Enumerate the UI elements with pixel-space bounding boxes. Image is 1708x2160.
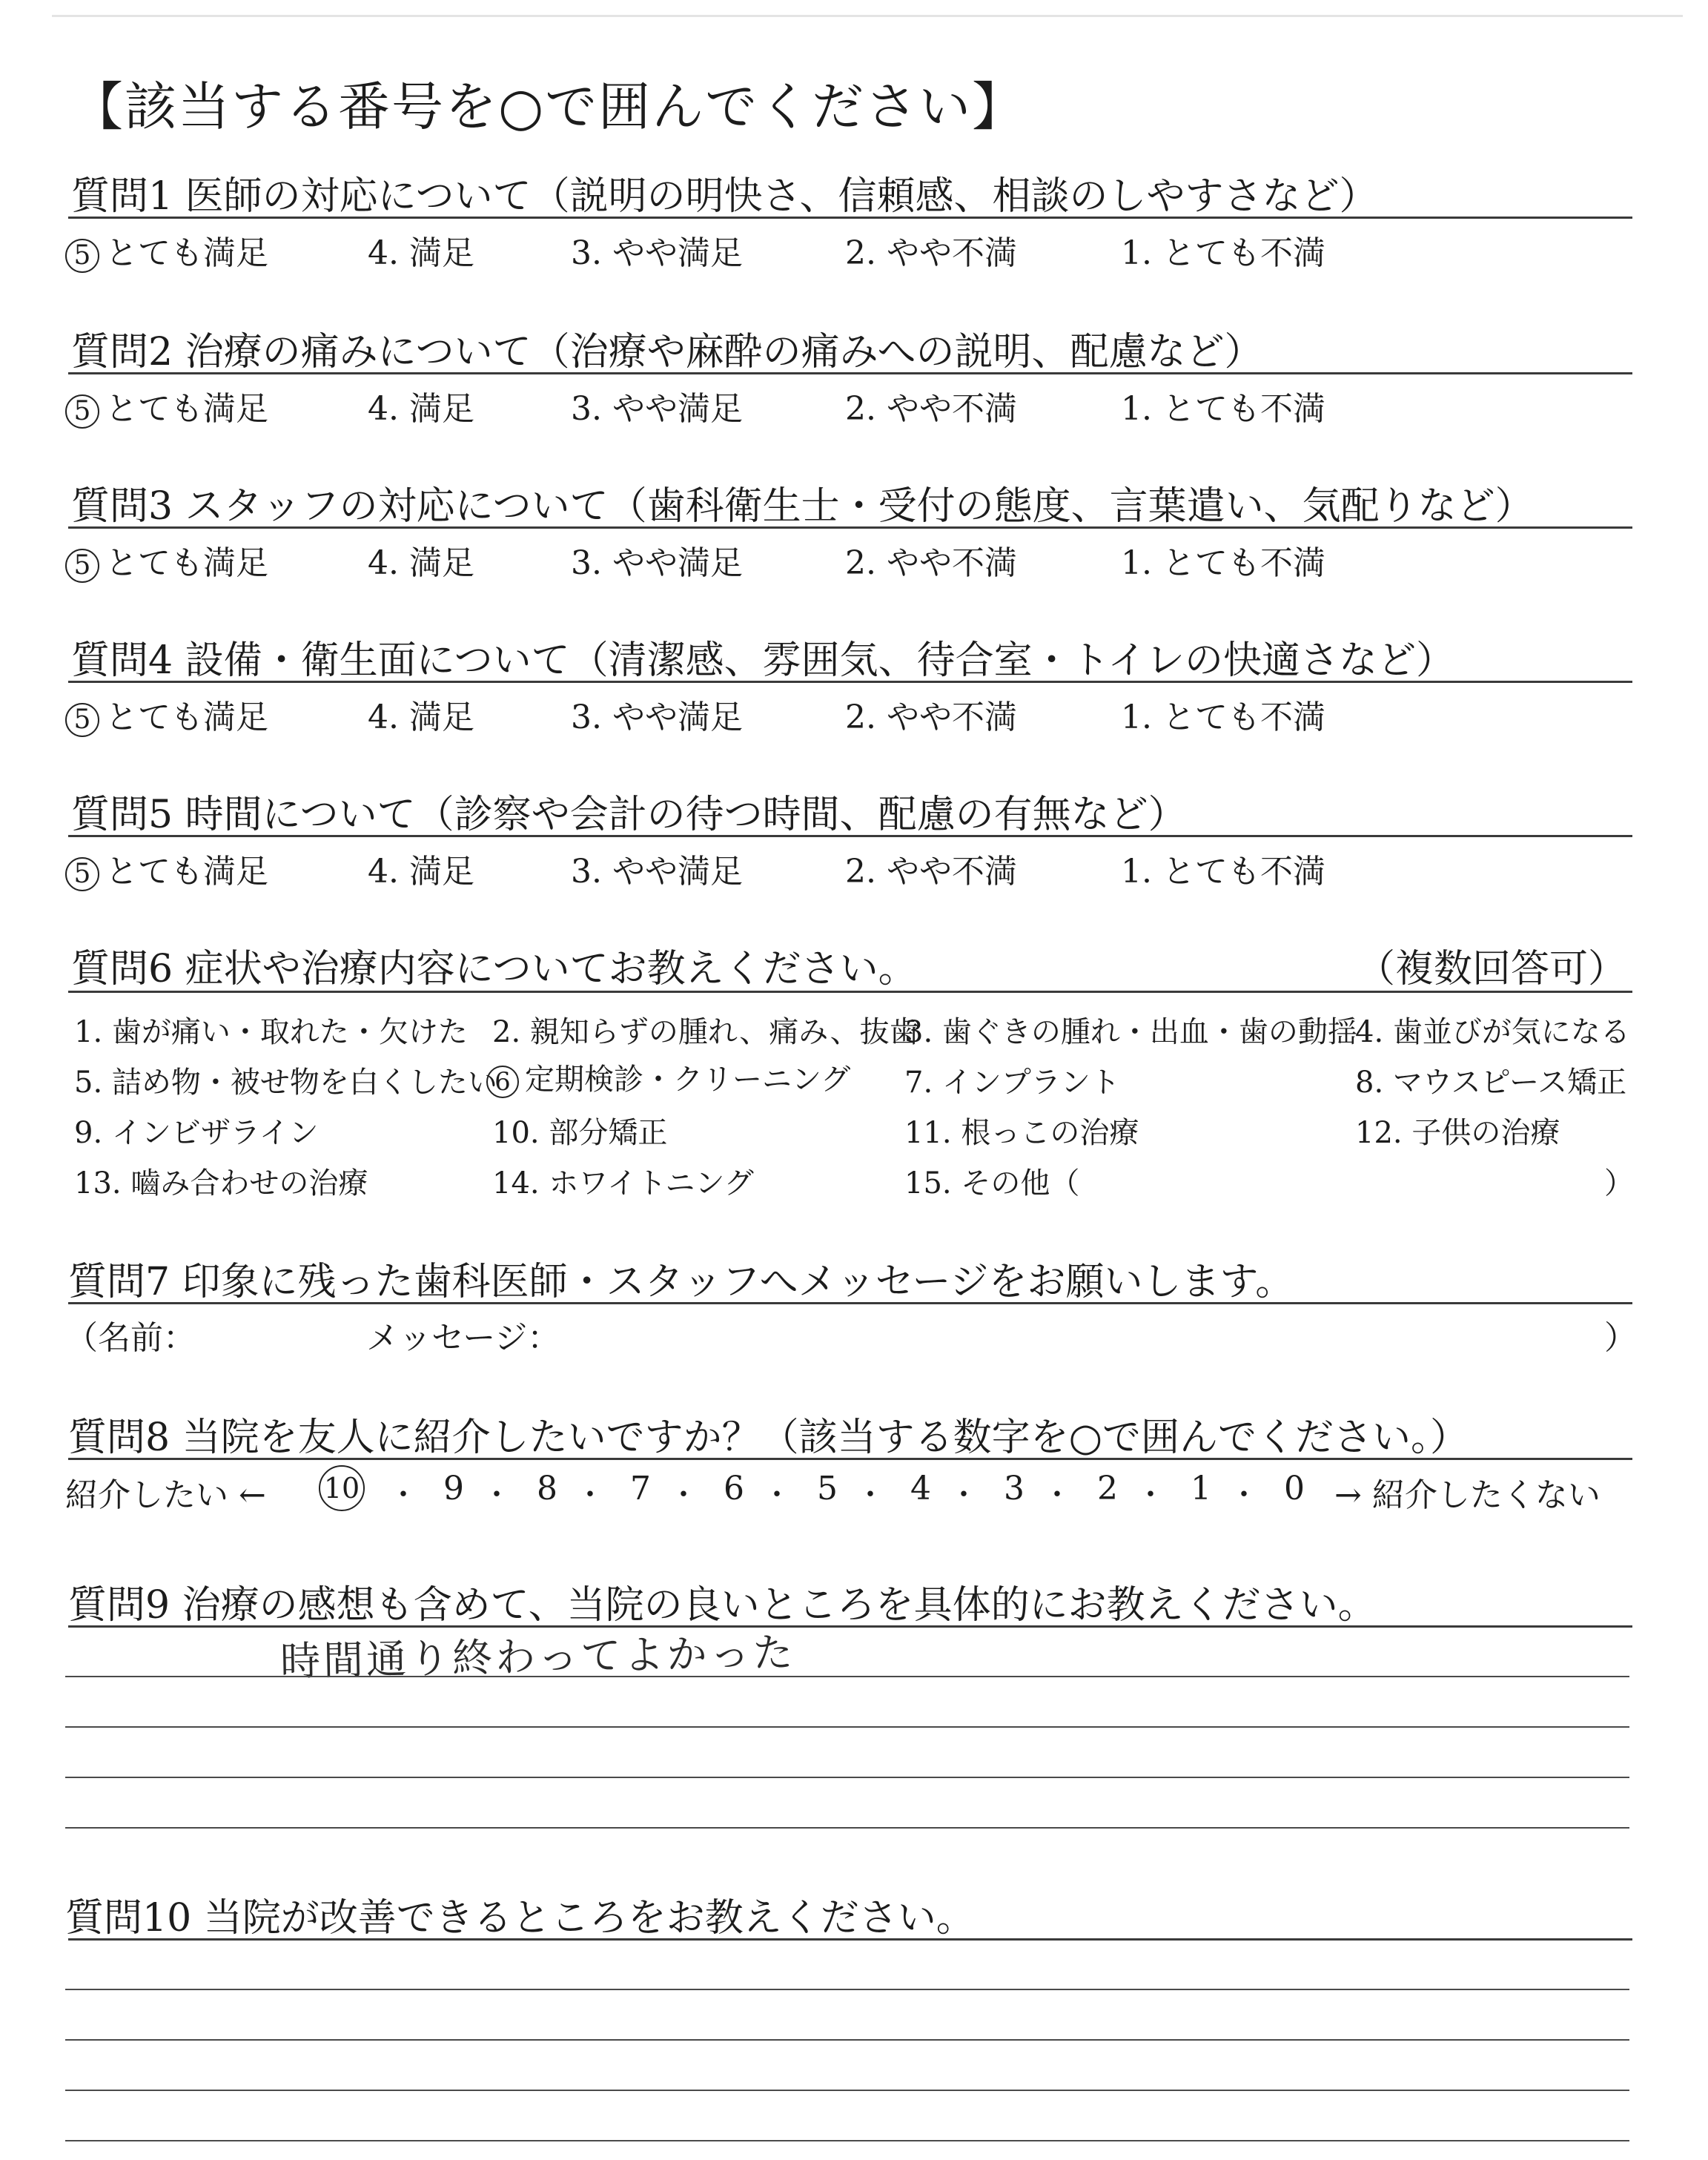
question-3-option-1[interactable]: 1. とても不満 (1121, 544, 1325, 582)
question-1-option-5[interactable]: 5 とても満足 (65, 226, 268, 274)
question-4-option-3[interactable]: 3. やや満足 (571, 698, 743, 736)
answer-line (65, 1989, 1629, 1990)
answer-line (65, 2039, 1629, 2041)
q8-right-label: → 紹介したくない (1334, 1476, 1601, 1514)
question-4-title: 質問4 設備・衛生面について（清潔感、雰囲気、待合室・トイレの快適さなど） (71, 638, 1454, 683)
question-3-option-4[interactable]: 4. 満足 (368, 544, 474, 582)
scale-separator: ・ (1136, 1478, 1165, 1512)
question-10-rule (68, 1938, 1632, 1941)
selected-circle: 6 (486, 1066, 519, 1098)
selected-circle: 5 (65, 549, 99, 583)
question-1-title: 質問1 医師の対応について（説明の明快さ、信頼感、相談のしやすさなど） (71, 174, 1378, 219)
question-4-option-5[interactable]: 5 とても満足 (65, 690, 268, 738)
question-2-option-1[interactable]: 1. とても不満 (1121, 390, 1325, 428)
q6-item-11[interactable]: 11. 根っこの治療 (904, 1116, 1139, 1150)
scale-value-1[interactable]: 1 (1191, 1470, 1211, 1507)
question-5-rule (68, 835, 1632, 837)
question-5-option-2[interactable]: 2. やや不満 (845, 853, 1017, 891)
scale-value-6[interactable]: 6 (724, 1470, 744, 1507)
question-2-option-3[interactable]: 3. やや満足 (571, 390, 743, 428)
question-1-option-3[interactable]: 3. やや満足 (571, 234, 743, 272)
question-5-option-3[interactable]: 3. やや満足 (571, 853, 743, 891)
question-2-title: 質問2 治療の痛みについて（治療や麻酔の痛みへの説明、配慮など） (71, 330, 1263, 374)
q6-item-7[interactable]: 7. インプラント (904, 1066, 1120, 1100)
question-10-title: 質問10 当院が改善できるところをお教えください。 (65, 1896, 975, 1941)
q6-item-4[interactable]: 4. 歯並びが気になる (1355, 1015, 1630, 1049)
q6-item-5[interactable]: 5. 詰め物・被せ物を白くしたい (74, 1066, 497, 1100)
scale-value-3[interactable]: 3 (1004, 1470, 1025, 1507)
q6-item-10[interactable]: 10. 部分矯正 (492, 1116, 668, 1150)
q7-close-paren: ） (1604, 1319, 1637, 1357)
question-9-title: 質問9 治療の感想も含めて、当院の良いところを具体的にお教えください。 (68, 1583, 1377, 1628)
question-2-option-5[interactable]: 5 とても満足 (65, 382, 268, 429)
question-5-title: 質問5 時間について（診察や会計の待つ時間、配慮の有無など） (71, 793, 1187, 837)
q6-item-12[interactable]: 12. 子供の治療 (1355, 1116, 1560, 1150)
q6-item-15-close-paren: ） (1604, 1166, 1634, 1200)
q8-left-label: 紹介したい ← (65, 1476, 266, 1514)
question-5-option-5[interactable]: 5 とても満足 (65, 845, 268, 892)
scale-separator: ・ (388, 1478, 418, 1512)
question-1-option-4[interactable]: 4. 満足 (368, 234, 474, 272)
scale-value-2[interactable]: 2 (1097, 1470, 1118, 1507)
question-8-rule (68, 1458, 1632, 1460)
selected-circle: 5 (65, 239, 99, 273)
q6-item-14[interactable]: 14. ホワイトニング (492, 1166, 754, 1200)
q6-item-9[interactable]: 9. インビザライン (74, 1116, 319, 1150)
question-6-rule (68, 991, 1632, 993)
question-2-option-4[interactable]: 4. 満足 (368, 390, 474, 428)
q6-item-2[interactable]: 2. 親知らずの腫れ、痛み、抜歯 (492, 1015, 919, 1049)
selected-circle: 5 (65, 703, 99, 737)
scale-separator: ・ (482, 1478, 512, 1512)
answer-line (65, 1827, 1629, 1829)
scale-value-5[interactable]: 5 (817, 1470, 838, 1507)
question-6-note: （複数回答可） (1357, 947, 1627, 991)
question-1-rule (68, 217, 1632, 219)
q6-item-8[interactable]: 8. マウスピース矯正 (1355, 1066, 1627, 1100)
form-title: 【該当する番号を○で囲んでください】 (71, 76, 1026, 137)
scale-separator: ・ (669, 1478, 698, 1512)
question-3-option-5[interactable]: 5 とても満足 (65, 536, 268, 584)
answer-line (65, 1676, 1629, 1677)
answer-line (65, 2090, 1629, 2091)
selected-circle: 5 (65, 394, 99, 429)
question-4-rule (68, 681, 1632, 683)
question-6-title: 質問6 症状や治療内容についてお教えください。 (71, 947, 917, 991)
question-1-option-2[interactable]: 2. やや不満 (845, 234, 1017, 272)
question-2-option-2[interactable]: 2. やや不満 (845, 390, 1017, 428)
q7-message-label: メッセージ： (366, 1319, 560, 1357)
question-4-option-4[interactable]: 4. 満足 (368, 698, 474, 736)
scale-separator: ・ (1229, 1478, 1259, 1512)
page-top-edge (52, 15, 1683, 17)
scale-value-8[interactable]: 8 (537, 1470, 557, 1507)
question-4-option-1[interactable]: 1. とても不満 (1121, 698, 1325, 736)
q6-item-6[interactable]: 6 定期検診・クリーニング (486, 1056, 850, 1098)
scale-value-10[interactable]: 10 (319, 1465, 365, 1511)
scale-value-9[interactable]: 9 (443, 1470, 464, 1507)
q6-item-1[interactable]: 1. 歯が痛い・取れた・欠けた (74, 1015, 468, 1049)
question-3-title: 質問3 スタッフの対応について（歯科衛生士・受付の態度、言葉遣い、気配りなど） (71, 484, 1534, 529)
question-3-option-3[interactable]: 3. やや満足 (571, 544, 743, 582)
answer-line (65, 1726, 1629, 1728)
question-7-rule (68, 1302, 1632, 1304)
question-9-rule (68, 1625, 1632, 1628)
q6-item-15[interactable]: 15. その他（ (904, 1166, 1080, 1200)
q6-item-3[interactable]: 3. 歯ぐきの腫れ・出血・歯の動揺 (904, 1015, 1357, 1049)
scale-value-7[interactable]: 7 (630, 1470, 651, 1507)
answer-line (65, 1777, 1629, 1778)
question-5-option-4[interactable]: 4. 満足 (368, 853, 474, 891)
answer-line (65, 2140, 1629, 2141)
scale-separator: ・ (1042, 1478, 1072, 1512)
question-3-option-2[interactable]: 2. やや不満 (845, 544, 1017, 582)
scale-separator: ・ (949, 1478, 979, 1512)
scale-separator: ・ (855, 1478, 885, 1512)
scale-separator: ・ (762, 1478, 792, 1512)
q6-item-13[interactable]: 13. 嚙み合わせの治療 (74, 1166, 368, 1200)
question-1-option-1[interactable]: 1. とても不満 (1121, 234, 1325, 272)
question-8-title: 質問8 当院を友人に紹介したいですか？（該当する数字を○で囲んでください。） (68, 1416, 1469, 1460)
question-3-rule (68, 526, 1632, 529)
scale-separator: ・ (575, 1478, 605, 1512)
q9-handwritten-answer: 時間通り終わってよかった (279, 1628, 797, 1685)
question-4-option-2[interactable]: 2. やや不満 (845, 698, 1017, 736)
scale-value-0[interactable]: 0 (1284, 1470, 1305, 1507)
question-5-option-1[interactable]: 1. とても不満 (1121, 853, 1325, 891)
selected-circle: 5 (65, 857, 99, 891)
question-2-rule (68, 372, 1632, 374)
question-7-title: 質問7 印象に残った歯科医師・スタッフへメッセージをお願いします。 (68, 1260, 1294, 1304)
q7-name-label: （名前： (65, 1319, 196, 1357)
scale-value-4[interactable]: 4 (910, 1470, 931, 1507)
